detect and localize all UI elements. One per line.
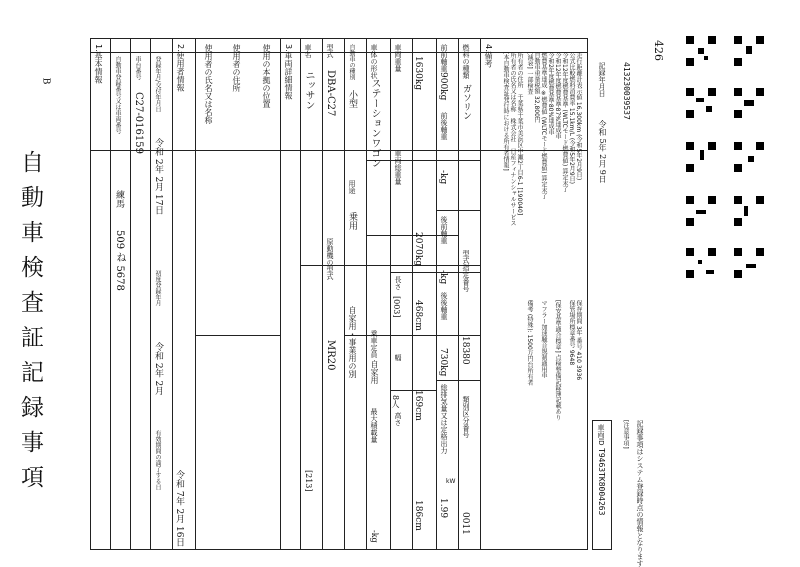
- type-no-value: 18380: [460, 336, 470, 365]
- remarks-line-5: 令和12年度燃費基準87%達成車: [554, 52, 561, 139]
- width-value: 169cm: [413, 390, 423, 421]
- gross-value: 2070kg: [413, 232, 423, 267]
- capacity-value: 8人: [391, 395, 400, 409]
- remarks-line-1: [減衰] 一部検査: [526, 52, 533, 95]
- section-user: 2.使用者情報: [176, 44, 185, 92]
- model-value: DBA-C27: [325, 70, 336, 117]
- qr-code-icon: [684, 194, 718, 228]
- front-rear-value: -kg: [438, 170, 448, 185]
- first-reg-value: 令和 2年 2月 17日: [153, 138, 163, 215]
- first-year-label: 初度登録年月: [154, 270, 161, 306]
- capacity-label: 乗車定員: [370, 330, 378, 358]
- handwritten-number: 426: [652, 40, 665, 61]
- qr-code-icon: [732, 86, 766, 120]
- chassis-value: C27-016159: [133, 92, 144, 154]
- rear-axle-value: 730kg: [438, 348, 448, 377]
- use-value: 乗用: [347, 212, 357, 230]
- shape-code: [003]: [392, 296, 401, 318]
- shape-label: 車体の形状: [370, 44, 378, 79]
- displacement-label: 総排気量又は定格出力: [440, 384, 448, 454]
- chassis-label: 車台番号: [134, 56, 141, 80]
- right-doc-number: 413230039537: [622, 62, 631, 120]
- purpose-value: 自家用: [370, 360, 379, 384]
- user-name-label: 使用者の氏名又は名称: [204, 44, 213, 124]
- notice-label: [注意事項]: [622, 420, 629, 449]
- qr-code-icon: [684, 86, 718, 120]
- remarks-header-3: 所有者の住所 千葉県千葉市美浜区中瀬2丁目6-1 [190040]: [516, 52, 523, 216]
- car-id-label: 車両ID: [597, 424, 605, 446]
- height-value: 186cm: [413, 500, 423, 531]
- qr-code-icon: [684, 140, 718, 174]
- reg-prefix: 練馬: [114, 190, 124, 208]
- reg-number: 509 ね 5678: [114, 230, 125, 291]
- shape-value: ステーションワゴン: [369, 78, 380, 168]
- front-axle-value: 900kg: [438, 72, 448, 101]
- first-reg-label: 登録年月/交付年月日: [154, 56, 161, 113]
- remarks-header-1: [本自動車検査証発行時における所有者情報]: [502, 52, 509, 171]
- qr-code-icon: [684, 246, 718, 280]
- qr-code-icon: [732, 246, 766, 280]
- qr-code-icon: [732, 140, 766, 174]
- remarks-line-3: 燃費基準達成 ※燃費値 (WLTCモード燃費値) 算定末了: [540, 52, 547, 200]
- remarks-header-2: 所有者の氏名又は名称 株式会社 日産フィナンシャルサービス: [509, 52, 516, 226]
- expiry-label: 有効期間の満了する日: [154, 430, 161, 490]
- remarks-line-10: マフラー加速騒音規制適用車: [540, 300, 547, 378]
- maker-value: ニッサン: [303, 70, 314, 110]
- right-record-label: 記録年月日: [598, 62, 606, 97]
- remarks-line-2: 自動車重量税額 32,800円: [533, 52, 540, 123]
- qr-code-icon: [732, 34, 766, 68]
- length-label: 長さ: [394, 276, 402, 290]
- rear-axle-label: 後後軸重: [440, 292, 448, 320]
- maker-label: 車名: [304, 44, 312, 58]
- section-remarks: 4.備考: [484, 44, 493, 68]
- qr-code-icon: [732, 194, 766, 228]
- remarks-line-8: 走行距離計表示値 16,300km (令和5年2月9日): [575, 52, 582, 181]
- user-address-label: 使用者の住所: [232, 44, 241, 92]
- fuel-label: 燃料の種類: [462, 44, 470, 79]
- motor-value: MR20: [325, 340, 336, 371]
- gross-label: 車両総重量: [394, 150, 402, 185]
- model-label: 型式: [326, 44, 334, 58]
- displacement-value: 1.99: [438, 498, 448, 519]
- length-value: 468cm: [413, 300, 423, 331]
- reg-label: 自動車登録番号又は車両番号: [114, 56, 121, 134]
- kind-label: 自動車の種別: [348, 44, 355, 80]
- height-label: 高さ: [394, 412, 402, 426]
- document-title: 自動車検査証記録事項: [17, 150, 43, 500]
- front-axle-label: 前前軸重: [440, 44, 448, 72]
- weight-value: 1630kg: [413, 56, 423, 91]
- remarks-line-11: [保安基準適合標章] 点検整備記録簿記載あり: [554, 300, 561, 421]
- car-id-value: T9463TK8004263: [597, 448, 606, 516]
- remarks-line-7: 公式比較燃料消費率 15.1km/L (令和5年2月9日): [568, 52, 575, 184]
- fuel-value: ガソリン: [461, 84, 471, 120]
- remarks-line-13: 保存期間 3年 番号 410 3936: [575, 300, 582, 381]
- user-base-label: 使用の本拠の位置: [262, 44, 271, 108]
- kind-value: 小型: [347, 90, 357, 108]
- remarks-line-9: 備考 (特殊): 1500万円台所有者: [526, 300, 533, 386]
- class-no-label: 類別区分番号: [462, 396, 470, 438]
- form-code: B: [40, 77, 51, 85]
- first-year-value: 令和 2年 2月: [153, 342, 163, 396]
- weight-label: 車両重量: [394, 44, 402, 72]
- right-record-value: 令和 5年 2月 9日: [598, 120, 607, 183]
- section-detail: 3.車両詳細情報: [284, 44, 293, 100]
- qr-code-icon: [684, 34, 718, 68]
- type-no-label: 型式指定番号: [462, 250, 470, 292]
- remarks-line-4: 令和2年度燃費基準80%達成車: [547, 52, 554, 136]
- maxload-label: 最大積載量: [370, 408, 378, 443]
- rear-front-label: 後前軸重: [440, 216, 448, 244]
- maxload-value: -kg: [370, 530, 379, 543]
- use-label: 用途: [348, 180, 356, 194]
- remarks-line-12: 保管場所標章番号 9648: [568, 300, 575, 366]
- maker-code: [213]: [304, 470, 313, 492]
- expiry-value: 令和 7年 2月 16日: [174, 470, 184, 547]
- motor-label: 原動機の型式: [326, 238, 334, 280]
- section-basic: 1.基本情報: [94, 44, 103, 84]
- class-no-value: 0011: [460, 512, 470, 535]
- remarks-line-6: 令和12年度燃費基準 (WLTCモード燃費値) 算定末了: [561, 52, 568, 193]
- width-label: 幅: [394, 354, 402, 361]
- purpose-label: 自家用・事業用の別: [348, 306, 357, 378]
- front-rear-label: 前後軸重: [440, 112, 448, 140]
- notice-text: 記録事項はシステム登録時点の情報となります: [636, 420, 644, 567]
- displacement-unit: kW: [446, 478, 456, 485]
- rear-front-value: -kg: [438, 270, 448, 285]
- remarks-block: [500, 50, 586, 546]
